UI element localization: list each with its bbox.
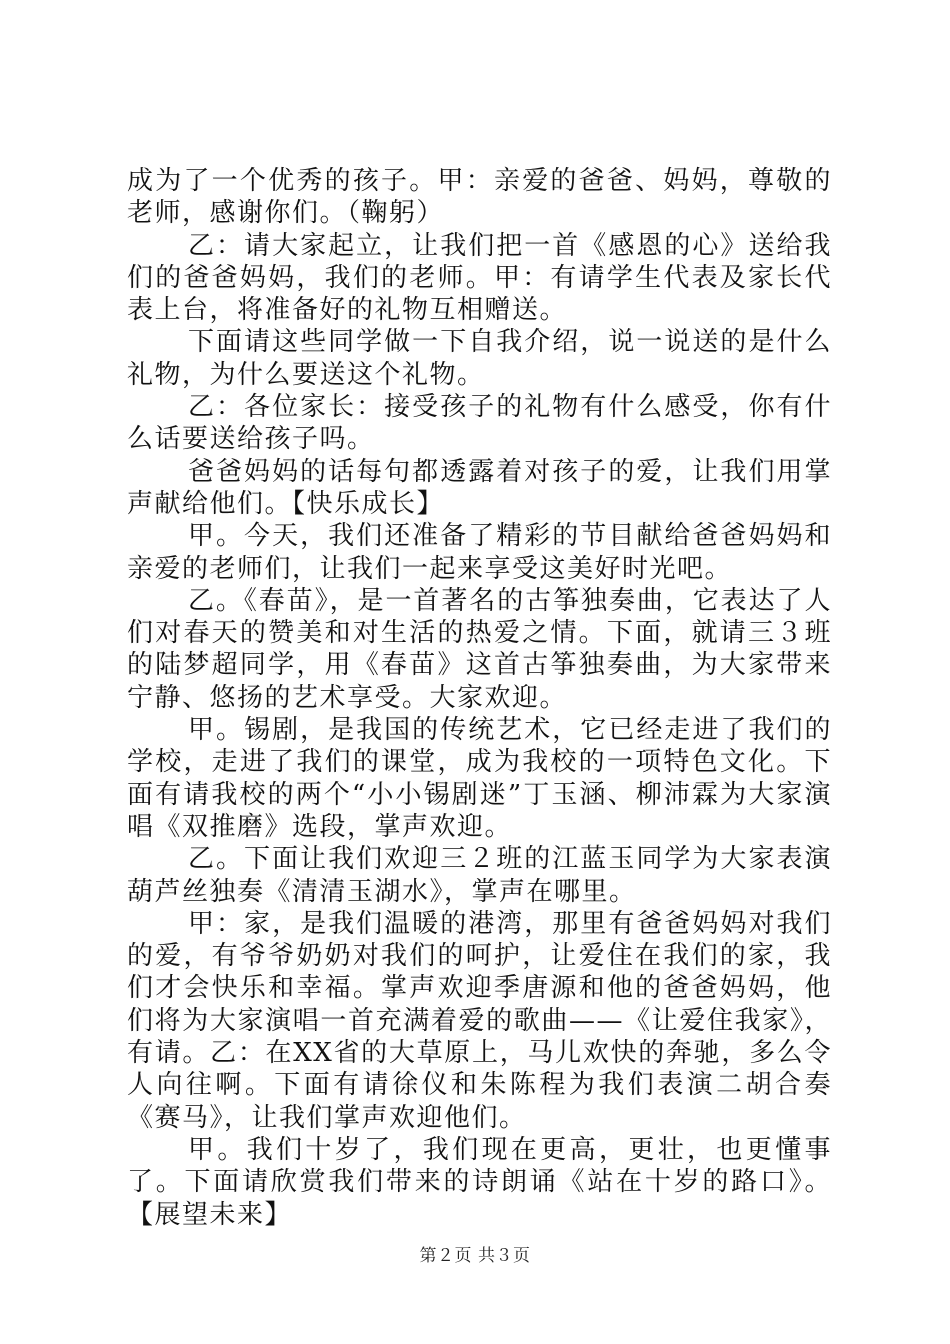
paragraph: 乙。下面让我们欢迎三２班的江蓝玉同学为大家表演葫芦丝独奏《清清玉湖水》，掌声在哪里。 <box>127 844 832 907</box>
paragraph: 甲。锡剧，是我国的传统艺术，它已经走进了我们的学校，走进了我们的课堂，成为我校的一项特色文化。下面有请我校的两个“小小锡剧迷”丁玉涵、柳沛霖为大家演唱《双推磨》选段，掌声欢迎。 <box>127 715 832 842</box>
paragraph: 爸爸妈妈的话每句都透露着对孩子的爱，让我们用掌声献给他们。【快乐成长】 <box>127 456 832 519</box>
paragraph: 成为了一个优秀的孩子。甲：亲爱的爸爸、妈妈，尊敬的老师，感谢你们。（鞠躬） <box>127 166 832 229</box>
paragraph: 乙：请大家起立，让我们把一首《感恩的心》送给我们的爸爸妈妈，我们的老师。甲：有请学生代表及家长代表上台，将准备好的礼物互相赠送。 <box>127 230 832 326</box>
paragraph: 甲。我们十岁了，我们现在更高，更壮，也更懂事了。下面请欣赏我们带来的诗朗诵《站在十岁的路口》。【展望未来】 <box>127 1134 832 1230</box>
document-body <box>127 165 832 1231</box>
paragraph: 下面请这些同学做一下自我介绍，说一说送的是什么礼物，为什么要送这个礼物。 <box>127 327 832 390</box>
paragraph: 甲。今天，我们还准备了精彩的节目献给爸爸妈妈和亲爱的老师们，让我们一起来享受这美好时光吧。 <box>127 521 832 584</box>
page-number-footer: 第２页 共３页 <box>419 1246 531 1266</box>
paragraph: 甲：家，是我们温暖的港湾，那里有爸爸妈妈对我们的爱，有爷爷奶奶对我们的呵护，让爱住在我们的家，我们才会快乐和幸福。掌声欢迎季唐源和他的爸爸妈妈，他们将为大家演唱一首充满着爱的歌曲——《让爱住我家》，有请。乙：在XX省的大草原上，马儿欢快的奔驰，多么令人向往啊。下面有请徐仪和朱陈程为我们表演二胡合奏《赛马》，让我们掌声欢迎他们。 <box>127 908 832 1133</box>
paragraph: 乙：各位家长：接受孩子的礼物有什么感受，你有什么话要送给孩子吗。 <box>127 392 832 455</box>
paragraph: 乙。《春苗》，是一首著名的古筝独奏曲，它表达了人们对春天的赞美和对生活的热爱之情。下面，就请三３班的陆梦超同学，用《春苗》这首古筝独奏曲，为大家带来宁静、悠扬的艺术享受。大家欢迎。 <box>127 585 832 713</box>
